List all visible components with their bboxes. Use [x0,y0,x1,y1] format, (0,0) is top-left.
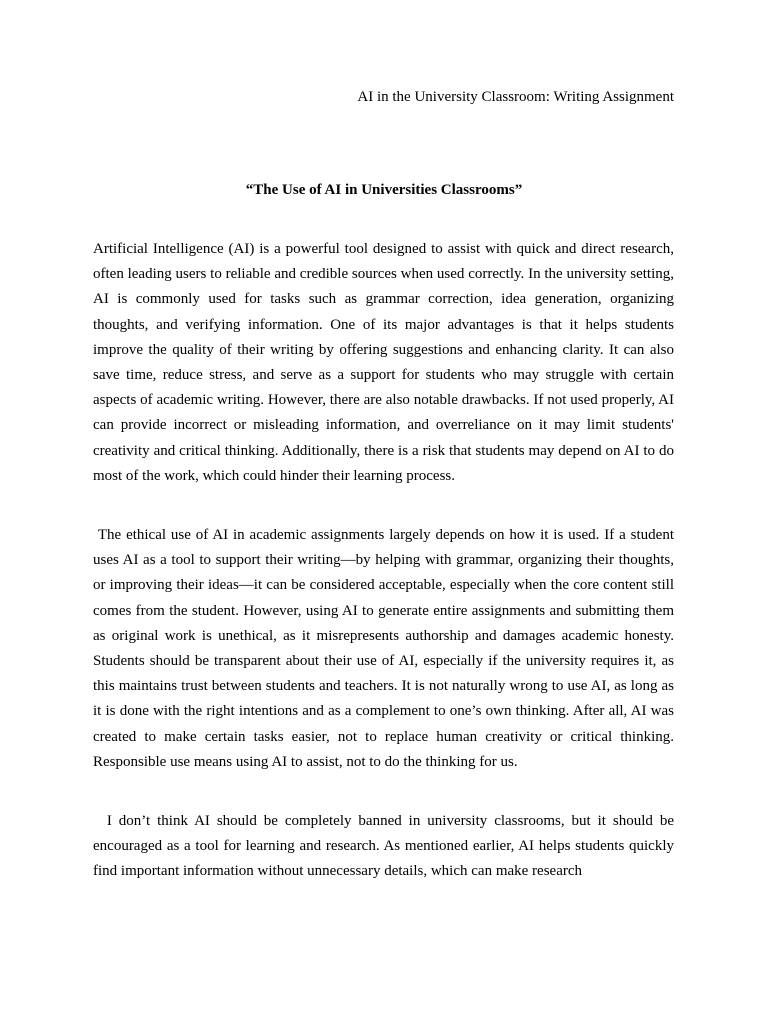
paragraph-3: I don’t think AI should be completely banned in university classrooms, but it should be encouraged as a tool for learning and research. As mentioned earlier, AI helps students quickly find important information without unnecessary details, which can make research [93,813,678,880]
document-title: “The Use of AI in Universities Classrooms” [245,182,523,198]
paragraph-1: Artificial Intelligence (AI) is a powerful tool designed to assist with quick and direct research, often leading users to reliable and credible sources when used correctly. In the university setting, AI is commonly used for tasks such as grammar correction, idea generation, organizing thoughts, and verifying information. One of its major advantages is that it helps students improve the quality of their writing by offering suggestions and enhancing clarity. It can also save time, reduce stress, and serve as a support for students who may struggle with certain aspects of academic writing. However, there are also notable drawbacks. If not used properly, AI can provide incorrect or misleading information, and overreliance on it may limit students' creativity and critical thinking. Additionally, there is a risk that students may depend on AI to do most of the work, which could hinder their learning process. [93,241,678,484]
document-body [93,237,678,919]
paragraph-2: The ethical use of AI in academic assignments largely depends on how it is used. If a student uses AI as a tool to support their writing—by helping with grammar, organizing their thoughts, or improving their ideas—it can be considered acceptable, especially when the core content still comes from the student. However, using AI to generate entire assignments and submitting them as original work is unethical, as it misrepresents authorship and damages academic honesty. Students should be transparent about their use of AI, especially if the university requires it, as this maintains trust between students and teachers. It is not naturally wrong to use AI, as long as it is done with the right intentions and as a complement to one’s own thinking. After all, AI was created to make certain tasks easier, not to replace human creativity or critical thinking. Responsible use means using AI to assist, not to do the thinking for us. [93,527,678,770]
running-header: AI in the University Classroom: Writing Assignment [357,89,674,105]
